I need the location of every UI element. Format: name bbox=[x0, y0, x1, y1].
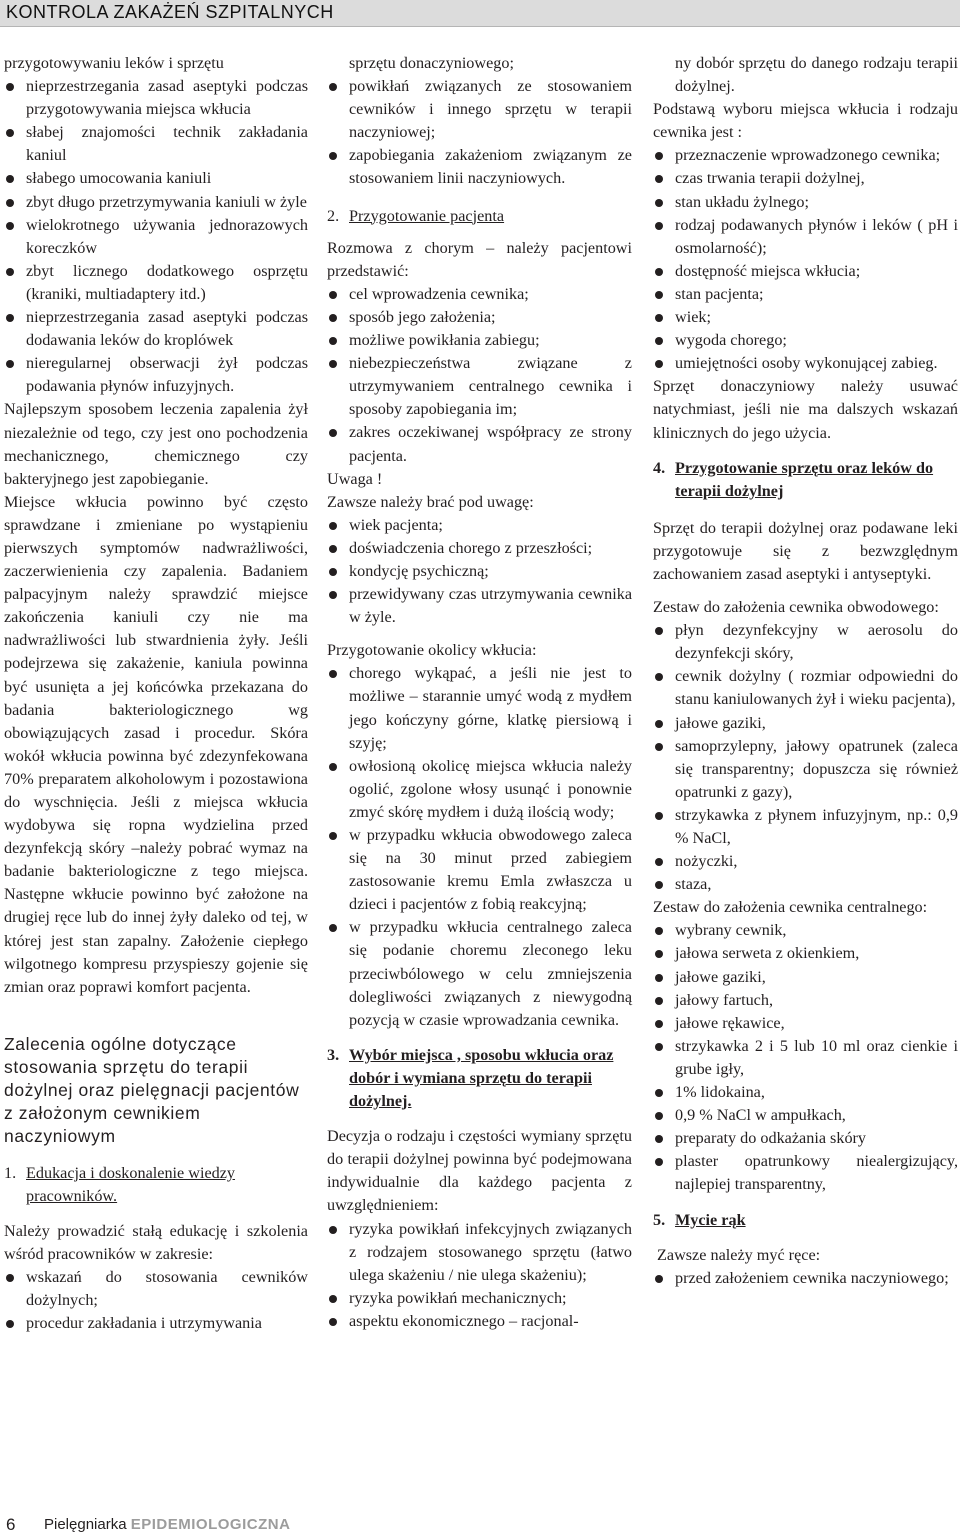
paragraph: Podstawą wyboru miejsca wkłucia i rodzaju cewnika jest : bbox=[653, 100, 958, 142]
paragraph: Przygotowanie okolicy wkłucia: bbox=[327, 641, 537, 660]
list-item: umiejętności osoby wykonującej zabieg. bbox=[653, 352, 958, 375]
paragraph: Najlepszym sposobem leczenia zapalenia żył niezależnie od tego, czy jest ono pochodzenia mechanicznego, chemicznego czy bakteryjnego jest zapobieganie. bbox=[4, 400, 308, 488]
list-item: nożyczki, bbox=[653, 850, 958, 873]
bullet-icon bbox=[6, 222, 14, 230]
running-header: KONTROLA ZAKAŻEŃ SZPITALNYCH bbox=[6, 2, 334, 22]
paragraph: Zawsze należy myć ręce: bbox=[657, 1245, 821, 1264]
subsection-number: 4. bbox=[653, 458, 666, 477]
list-item: ryzyka powikłań infekcyjnych związanych z rodzajem stosowanego sprzętu (łatwo ulega skażeniu / nie ulega skażeniu); bbox=[327, 1218, 632, 1287]
continued-text: przygotowywaniu leków i sprzętu bbox=[4, 54, 224, 72]
bullet-list bbox=[327, 514, 632, 629]
list-item: jałowy fartuch, bbox=[653, 989, 958, 1012]
bullet-icon bbox=[329, 360, 337, 368]
bullet-icon bbox=[329, 314, 337, 322]
page-footer bbox=[0, 1512, 960, 1539]
list-item: zakres oczekiwanej współpracy ze strony pacjenta. bbox=[327, 421, 632, 467]
bullet-icon bbox=[6, 268, 14, 276]
list-item: przewidywany czas utrzymywania cewnika w żyle. bbox=[327, 583, 632, 629]
list-item: 1% lidokaina, bbox=[653, 1081, 958, 1104]
journal-main: Pielęgniarka bbox=[44, 1516, 127, 1533]
list-item: cewnik dożylny ( rozmiar odpowiedni do stanu kaniulowanych żył i wieku pacjenta), bbox=[653, 665, 958, 711]
list-item: stan układu żylnego; bbox=[653, 191, 958, 214]
list-item: jałowa serweta z okienkiem, bbox=[653, 942, 958, 965]
bullet-icon bbox=[655, 1275, 663, 1283]
list-item: procedur zakładania i utrzymywania bbox=[4, 1312, 308, 1335]
list-item: płyn dezynfekcyjny w aerosolu do dezynfekcji skóry, bbox=[653, 619, 958, 665]
bullet-icon bbox=[6, 199, 14, 207]
list-item: zbyt długo przetrzymywania kaniuli w żyle bbox=[4, 191, 308, 214]
bullet-icon bbox=[655, 337, 663, 345]
bullet-list bbox=[327, 662, 632, 1032]
list-item: wiek pacjenta; bbox=[327, 514, 632, 537]
list-item: nieprzestrzegania zasad aseptyki podczas dodawania leków do kroplówek bbox=[4, 306, 308, 352]
list-item: strzykawka z płynem infuzyjnym, np.: 0,9 % NaCl, bbox=[653, 804, 958, 850]
paragraph: Sprzęt donaczyniowy należy usuwać natychmiast, jeśli nie ma dalszych wskazań klinicznych do jego użycia. bbox=[653, 377, 958, 442]
bullet-icon bbox=[329, 1295, 337, 1303]
list-item: wybrany cewnik, bbox=[653, 919, 958, 942]
list-item: możliwe powikłania zabiegu; bbox=[327, 329, 632, 352]
bullet-icon bbox=[329, 83, 337, 91]
bullet-icon bbox=[329, 568, 337, 576]
bullet-icon bbox=[329, 1318, 337, 1326]
bullet-icon bbox=[655, 1135, 663, 1143]
column-2 bbox=[327, 52, 632, 1333]
subsection-heading bbox=[653, 1209, 958, 1232]
bullet-icon bbox=[6, 360, 14, 368]
paragraph: Zestaw do założenia cewnika centralnego: bbox=[653, 898, 928, 917]
list-item: powikłań związanych ze stosowaniem cewników i innego sprzętu w terapii naczyniowej; bbox=[327, 75, 632, 144]
list-item: wygoda chorego; bbox=[653, 329, 958, 352]
subsection-heading bbox=[327, 205, 632, 228]
subsection-title: Wybór miejsca , sposobu wkłucia oraz dobór i wymiana sprzętu do terapii dożylnej. bbox=[349, 1045, 614, 1111]
bullet-icon bbox=[655, 627, 663, 635]
section-heading: Zalecenia ogólne dotyczące stosowania sprzętu do terapii dożylnej oraz pielęgnacji pacjentów z założonym cewnikiem naczyniowym bbox=[4, 1033, 300, 1146]
bullet-icon bbox=[655, 974, 663, 982]
list-item: wskazań do stosowania cewników dożylnych; bbox=[4, 1266, 308, 1312]
journal-sub: EPIDEMIOLOGICZNA bbox=[130, 1516, 291, 1533]
subsection-title: Mycie rąk bbox=[675, 1210, 746, 1229]
list-item: samoprzylepny, jałowy opatrunek (zaleca się transparentny; dopuszcza się również opatrunki z gazy), bbox=[653, 735, 958, 804]
subsection-title: Przygotowanie pacjenta bbox=[349, 206, 505, 225]
bullet-icon bbox=[655, 175, 663, 183]
list-item: chorego wykąpać, a jeśli nie jest to możliwe – starannie umyć wodą z mydłem jego kończyny górne, klatkę piersiową i szyję; bbox=[327, 662, 632, 754]
bullet-icon bbox=[655, 360, 663, 368]
bullet-icon bbox=[6, 1320, 14, 1328]
subsection-title: Przygotowanie sprzętu oraz leków do terapii dożylnej bbox=[675, 458, 934, 500]
bullet-list bbox=[4, 1266, 308, 1335]
subsection-title: Edukacja i doskonalenie wiedzy pracowników. bbox=[26, 1163, 236, 1205]
bullet-icon bbox=[655, 268, 663, 276]
list-item: nieprzestrzegania zasad aseptyki podczas przygotowywania miejsca wkłucia bbox=[4, 75, 308, 121]
bullet-icon bbox=[329, 1226, 337, 1234]
bullet-icon bbox=[329, 337, 337, 345]
bullet-icon bbox=[329, 152, 337, 160]
bullet-icon bbox=[329, 429, 337, 437]
list-item: w przypadku wkłucia centralnego zaleca się podanie choremu zleconego leku przeciwbólowego w celu zmniejszenia dolegliwości związanych z niewygodną pozycją w czasie wprowadzania cewnika. bbox=[327, 916, 632, 1031]
bullet-icon bbox=[655, 858, 663, 866]
bullet-list bbox=[653, 1267, 958, 1290]
subsection-number: 3. bbox=[327, 1045, 340, 1064]
list-item-continued: ny dobór sprzętu do danego rodzaju terapii dożylnej. bbox=[675, 54, 958, 96]
bullet-icon bbox=[329, 522, 337, 530]
list-item: rodzaj podawanych płynów i leków ( pH i osmolarność); bbox=[653, 214, 958, 260]
bullet-icon bbox=[329, 924, 337, 932]
list-item: aspektu ekonomicznego – racjonal- bbox=[327, 1310, 632, 1333]
subsection-heading bbox=[4, 1162, 308, 1208]
subsection-number: 2. bbox=[327, 206, 340, 225]
bullet-icon bbox=[655, 927, 663, 935]
bullet-icon bbox=[655, 1112, 663, 1120]
list-item: owłosioną okolicę miejsca wkłucia należy ogolić, zgolone włosy usunąć i ponownie zmyć skórę mydłem i dużą ilością wody; bbox=[327, 755, 632, 824]
list-item: plaster opatrunkowy niealergizujący, najlepiej transparentny, bbox=[653, 1150, 958, 1196]
list-item: czas trwania terapii dożylnej, bbox=[653, 167, 958, 190]
paragraph: Zawsze należy brać pod uwagę: bbox=[327, 492, 534, 511]
bullet-icon bbox=[655, 152, 663, 160]
list-item: preparaty do odkażania skóry bbox=[653, 1127, 958, 1150]
bullet-list bbox=[653, 52, 958, 98]
list-item: kondycję psychiczną; bbox=[327, 560, 632, 583]
list-item: wiek; bbox=[653, 306, 958, 329]
bullet-icon bbox=[6, 129, 14, 137]
bullet-icon bbox=[6, 175, 14, 183]
subsection-heading bbox=[327, 1044, 632, 1113]
bullet-icon bbox=[655, 743, 663, 751]
bullet-icon bbox=[655, 673, 663, 681]
list-item: przed założeniem cewnika naczyniowego; bbox=[653, 1267, 958, 1290]
bullet-icon bbox=[329, 291, 337, 299]
list-item: sposób jego założenia; bbox=[327, 306, 632, 329]
paragraph: Należy prowadzić stałą edukację i szkolenia wśród pracowników w zakresie: bbox=[4, 1222, 308, 1264]
bullet-icon bbox=[6, 83, 14, 91]
bullet-icon bbox=[655, 222, 663, 230]
bullet-icon bbox=[329, 591, 337, 599]
bullet-icon bbox=[329, 545, 337, 553]
list-item: strzykawka 2 i 5 lub 10 ml oraz cienkie i grube igły, bbox=[653, 1035, 958, 1081]
list-item: jałowe gaziki, bbox=[653, 966, 958, 989]
list-item: w przypadku wkłucia obwodowego zaleca się na 30 minut przed zabiegiem zastosowanie kremu Emla zwłaszcza u dzieci i pacjentów z fobią reakcyjną; bbox=[327, 824, 632, 916]
header-bar bbox=[0, 0, 960, 27]
bullet-icon bbox=[655, 199, 663, 207]
subsection-number: 1. bbox=[4, 1163, 17, 1182]
list-item: wielokrotnego używania jednorazowych koreczków bbox=[4, 214, 308, 260]
bullet-icon bbox=[655, 1043, 663, 1051]
bullet-list bbox=[4, 75, 308, 398]
bullet-icon bbox=[655, 812, 663, 820]
bullet-icon bbox=[329, 670, 337, 678]
bullet-list bbox=[327, 52, 632, 191]
list-item: przeznaczenie wprowadzonego cewnika; bbox=[653, 144, 958, 167]
subsection-heading bbox=[653, 457, 958, 503]
bullet-icon bbox=[6, 1274, 14, 1282]
bullet-icon bbox=[329, 763, 337, 771]
list-item: dostępność miejsca wkłucia; bbox=[653, 260, 958, 283]
subsection-number: 5. bbox=[653, 1210, 666, 1229]
bullet-icon bbox=[655, 720, 663, 728]
bullet-icon bbox=[655, 1020, 663, 1028]
bullet-icon bbox=[655, 291, 663, 299]
list-item: stan pacjenta; bbox=[653, 283, 958, 306]
journal-name bbox=[44, 1516, 290, 1533]
column-3 bbox=[653, 52, 958, 1290]
bullet-icon bbox=[6, 314, 14, 322]
paragraph: Sprzęt do terapii dożylnej oraz podawane leki przygotowuje się z bezwzględnym zachowaniem zasad aseptyki i antyseptyki. bbox=[653, 518, 958, 583]
list-item: staza, bbox=[653, 873, 958, 896]
list-item: zbyt licznego dodatkowego osprzętu (kraniki, multiadaptery itd.) bbox=[4, 260, 308, 306]
list-item: cel wprowadzenia cewnika; bbox=[327, 283, 632, 306]
bullet-icon bbox=[655, 1158, 663, 1166]
note-label: Uwaga ! bbox=[327, 469, 383, 488]
paragraph: Rozmowa z chorym – należy pacjentowi przedstawić: bbox=[327, 238, 632, 280]
list-item: ryzyka powikłań mechanicznych; bbox=[327, 1287, 632, 1310]
list-item: słabej znajomości technik zakładania kaniul bbox=[4, 121, 308, 167]
bullet-list bbox=[653, 619, 958, 896]
list-item: słabego umocowania kaniuli bbox=[4, 167, 308, 190]
bullet-icon bbox=[655, 314, 663, 322]
bullet-list bbox=[653, 919, 958, 1196]
list-item: jałowe gaziki, bbox=[653, 712, 958, 735]
column-1 bbox=[4, 52, 308, 1336]
bullet-icon bbox=[655, 881, 663, 889]
list-item-continued: sprzętu donaczyniowego; bbox=[349, 54, 514, 72]
bullet-icon bbox=[329, 832, 337, 840]
bullet-icon bbox=[655, 950, 663, 958]
bullet-icon bbox=[655, 997, 663, 1005]
bullet-list bbox=[653, 144, 958, 375]
bullet-list bbox=[327, 283, 632, 468]
list-item: zapobiegania zakażeniom związanym ze stosowaniem linii naczyniowych. bbox=[327, 144, 632, 190]
paragraph: Decyzja o rodzaju i częstości wymiany sprzętu do terapii dożylnej powinna być podejmowana indywidualnie dla każdego pacjenta z uwzględnieniem: bbox=[327, 1127, 632, 1215]
list-item: 0,9 % NaCl w ampułkach, bbox=[653, 1104, 958, 1127]
list-item: niebezpieczeństwa związane z utrzymywaniem centralnego cewnika i sposoby zapobiegania im; bbox=[327, 352, 632, 421]
list-item: doświadczenia chorego z przeszłości; bbox=[327, 537, 632, 560]
bullet-list bbox=[327, 1218, 632, 1333]
paragraph: Zestaw do założenia cewnika obwodowego: bbox=[653, 598, 939, 617]
list-item: jałowe rękawice, bbox=[653, 1012, 958, 1035]
paragraph: Miejsce wkłucia powinno być często sprawdzane i zmieniane po wystąpieniu pierwszych symptomów nadwrażliwości, zaczerwienienia czy zapalenia. Badaniem palpacyjnym należy sprawdzić miejsce zakończenia kaniuli czy nie ma nadwrażliwości lub stwardnienia żyły. Jeśli podejrzewa się zakażenie, kaniula powinna być usunięta a jej końcówka przekazana do badania bakteriologicznego wg obowiązujących zasad i procedur. Skóra wokół wkłucia powinna być zdezynfekowana 70% preparatem alkoholowym i pozostawiona do wyschnięcia. Jeśli z miejsca wkłucia wydobywa się ropna wydzielina przed dezynfekcją skóry –należy pobrać wymaz na badanie bakteriologiczne z tego miejsca. Następne wkłucie powinno być założone na drugiej ręce lub do innej żyły daleko od tej, w której jest stan zapalny. Założenie ciepłego wilgotnego kompresu przyspieszy gojenie się zmian oraz poprawi komfort pacjenta. bbox=[4, 492, 308, 996]
bullet-icon bbox=[655, 1089, 663, 1097]
list-item: nieregularnej obserwacji żył podczas podawania płynów infuzyjnych. bbox=[4, 352, 308, 398]
page-number: 6 bbox=[6, 1515, 16, 1534]
